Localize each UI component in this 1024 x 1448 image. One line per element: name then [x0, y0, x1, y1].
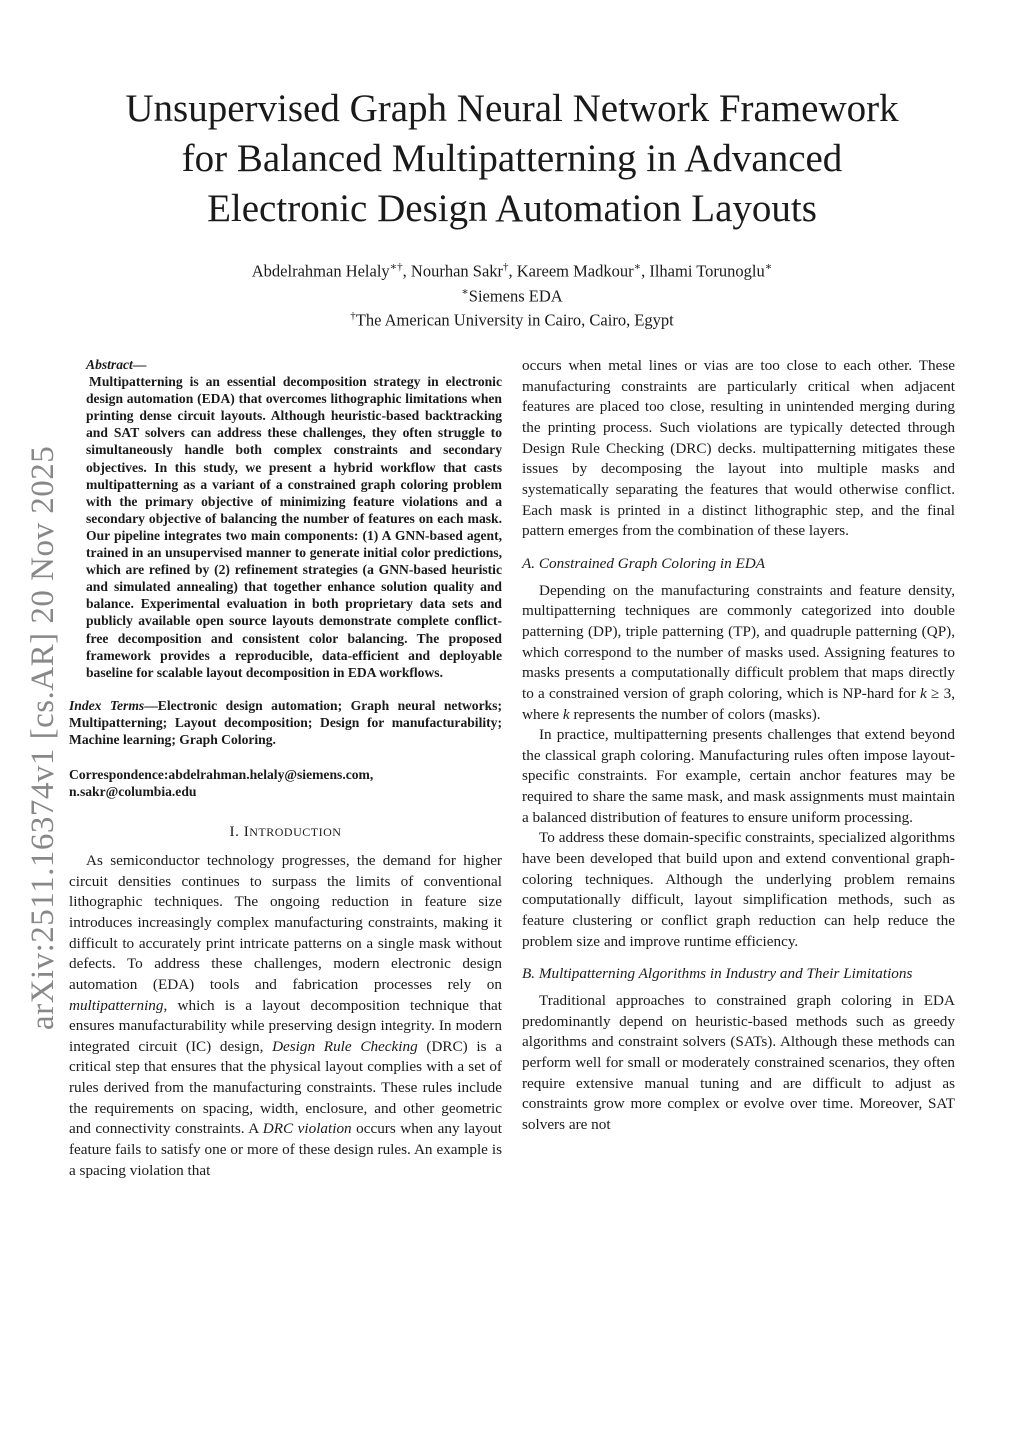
text-run: (DRC) is a critical step that ensures that the physical layout complies with a set of rules derived from the manufacturing constraints. These rules include the requirements on spacing, width, enclosure, and other geometric and connectivity constraints. A	[69, 1037, 503, 1138]
title-line-1: Unsupervised Graph Neural Network Framework	[125, 87, 899, 130]
emphasis: multipatterning	[69, 996, 164, 1014]
index-terms	[69, 697, 502, 748]
title-line-3: Electronic Design Automation Layouts	[207, 187, 817, 230]
section-number: I. I	[229, 823, 250, 841]
text-run: occurs when any layout feature fails to satisfy one or more of these design rules. An example is a spacing violation that	[69, 1120, 502, 1179]
left-column	[69, 356, 502, 1181]
text-run: represents the number of colors (masks).	[569, 705, 821, 723]
affiliation-2	[60, 306, 964, 331]
section-b-paragraph-1: Traditional approaches to constrained graph coloring in EDA predominantly depend on heuristic-based methods such as greedy algorithms and constraint solvers (SATs). Although these methods can perform well for small or moderately constrained scenarios, they often require extensive manual tuning and are difficult to adjust as constraints grow more complex or evolve over time. Moreover, SAT solvers are not	[522, 992, 955, 1133]
affiliation-mark: ∗†	[389, 261, 403, 273]
emphasis: DRC violation	[262, 1120, 352, 1138]
text-run: Depending on the manufacturing constraints and feature density, multipatterning techniques are commonly categorized into double patterning (DP), triple patterning (TP), and quadruple patterning (QP), which correspond to the number of masks used. Assigning features to masks presents a computationally difficult problem that maps directly to a constrained version of graph coloring, which is NP-hard for	[522, 581, 955, 702]
author-block	[60, 257, 964, 331]
subsection-heading-a: A. Constrained Graph Coloring in EDA	[522, 554, 766, 572]
affiliation-text: The American University in Cairo, Cairo, Egypt	[355, 310, 674, 330]
intro-paragraph-continued: occurs when metal lines or vias are too close to each other. These manufacturing constraints are particularly critical when adjacent features are placed too close, resulting in unintended merging during the printing process. Such violations are typically detected through Design Rule Checking (DRC) decks. multipatterning mitigates these issues by decomposing the layout into multiple masks and systematically separating the features that would otherwise conflict. Each mask is printed in a distinct lithographic step, and the final pattern emerges from the combination of these layers.	[522, 357, 955, 540]
author-name: , Kareem Madkour	[508, 261, 634, 281]
affiliation-mark: ∗	[764, 261, 773, 273]
text-run: As semiconductor technology progresses, the demand for higher circuit densities continues to surpass the limits of conventional lithographic techniques. The ongoing reduction in feature size introduces increasingly complex manufacturing constraints, making it difficult to accurately print intricate patterns on a single mask without defects. To address these challenges, modern electronic design automation (EDA) tools and fabrication processes rely on	[69, 851, 502, 993]
index-terms-label: Index Terms	[69, 697, 145, 713]
paper-title	[60, 84, 964, 234]
abstract-text: Multipatterning is an essential decomposition strategy in electronic design automation (EDA) that overcomes lithographic limitations when printing dense circuit layouts. Although heuristic-based backtracking and SAT solvers can address these challenges, they often struggle to simultaneously handle both complex constraints and secondary objectives. In this study, we present a hybrid workflow that casts multipatterning as a variant of a constrained graph coloring problem with the primary objective of minimizing feature violations and a secondary objective of balancing the number of features on each mask. Our pipeline integrates two main components: (1) A GNN-based agent, trained in an unsupervised manner to generate initial color predictions, which are refined by (2) refinement strategies (a GNN-based heuristic and simulated annealing) that together enhance solution quality and balance. Experimental evaluation in both proprietary data sets and publicly available open source layouts demonstrate complete conflict-free decomposition and consistent color balancing. The proposed framework provides a reproducible, data-efficient and deployable baseline for scalable layout decomposition in EDA workflows.	[86, 374, 502, 680]
correspondence	[69, 766, 502, 800]
author-list	[60, 257, 964, 282]
author-name: , Ilhami Torunoglu	[641, 261, 765, 281]
math-variable: k	[562, 705, 570, 723]
section-a-paragraph-3: To address these domain-specific constraints, specialized algorithms have been developed that build upon and extend conventional graph-coloring techniques. Although the underlying problem remains computationally difficult, layout simplification methods, such as feature clustering or conflict graph reduction can help reduce the problem size and improve runtime efficiency.	[522, 829, 955, 950]
text-run: ≥ 3, where	[522, 684, 955, 723]
affiliation-1	[60, 282, 964, 307]
right-column	[522, 356, 955, 1136]
abstract-label: Abstract—	[86, 357, 147, 372]
affiliation-text: Siemens EDA	[468, 286, 563, 305]
text-run: , which is a layout decomposition technique that ensures manufacturability while preserving design integrity. In modern integrated circuit (IC) design,	[69, 996, 502, 1055]
section-a-paragraph-2: In practice, multipatterning presents challenges that extend beyond the classical graph coloring. Manufacturing rules often impose layout-specific constraints. For example, certain anchor features may be required to share the same mask, and mask assignments must maintain a balanced distribution of features to ensure uniform processing.	[522, 726, 955, 826]
author-name: , Nourhan Sakr	[402, 261, 504, 281]
title-line-2: for Balanced Multipatterning in Advanced	[181, 137, 843, 180]
author-name: Abdelrahman Helaly	[251, 261, 390, 281]
affiliation-mark: †	[350, 310, 356, 322]
index-terms-text: —Electronic design automation; Graph neural networks; Multipatterning; Layout decomposition; Design for manufacturability; Machine learning; Graph Coloring.	[69, 697, 502, 747]
arxiv-identifier-stamp[interactable]: arXiv:2511.16374v1 [cs.AR] 20 Nov 2025	[25, 445, 61, 1030]
section-heading-introduction	[69, 822, 502, 843]
affiliation-mark: ∗	[461, 285, 469, 298]
correspondence-line-1[interactable]: Correspondence:abdelrahman.helaly@siemens.com,	[69, 767, 374, 783]
section-name: NTRODUCTION	[249, 825, 342, 840]
affiliation-mark: ∗	[633, 261, 642, 273]
affiliation-mark: †	[503, 261, 509, 273]
intro-paragraph-1	[69, 851, 502, 1182]
abstract	[69, 356, 502, 681]
section-a-paragraph-1	[522, 581, 955, 726]
math-variable: k	[920, 684, 927, 702]
emphasis: Design Rule Checking	[272, 1037, 418, 1055]
subsection-heading-b: B. Multipatterning Algorithms in Industry and Their Limitations	[522, 965, 913, 983]
correspondence-line-2[interactable]: n.sakr@columbia.edu	[69, 784, 197, 800]
